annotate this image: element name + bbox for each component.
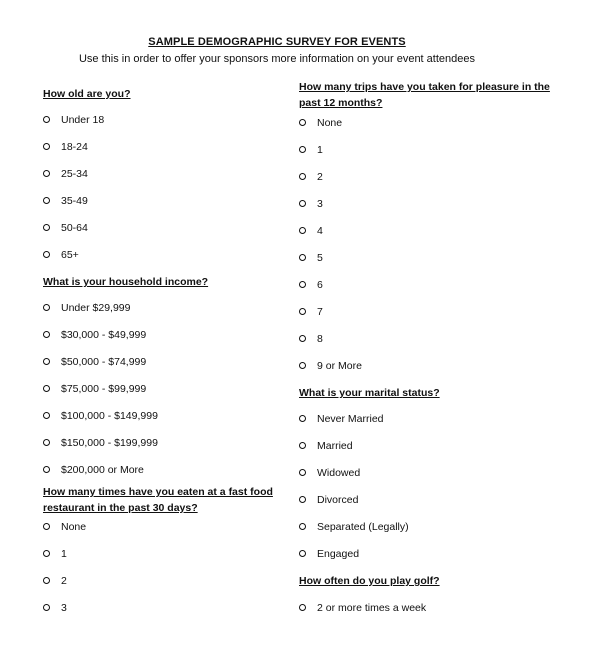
option-income-1[interactable]: $30,000 - $49,999 bbox=[43, 328, 146, 342]
radio-bullet-icon[interactable] bbox=[43, 143, 50, 150]
radio-bullet-icon[interactable] bbox=[299, 604, 306, 611]
option-income-5[interactable]: $150,000 - $199,999 bbox=[43, 436, 158, 450]
radio-bullet-icon[interactable] bbox=[43, 385, 50, 392]
option-fast-food-1[interactable]: 1 bbox=[43, 547, 67, 561]
question-income: What is your household income? bbox=[43, 276, 209, 288]
radio-bullet-icon[interactable] bbox=[43, 251, 50, 258]
option-age-4[interactable]: 50-64 bbox=[43, 221, 88, 235]
radio-bullet-icon[interactable] bbox=[299, 442, 306, 449]
radio-bullet-icon[interactable] bbox=[43, 577, 50, 584]
option-age-2[interactable]: 25-34 bbox=[43, 167, 88, 181]
radio-bullet-icon[interactable] bbox=[43, 331, 50, 338]
radio-bullet-icon[interactable] bbox=[43, 116, 50, 123]
option-income-0[interactable]: Under $29,999 bbox=[43, 301, 130, 315]
question-fast-food: How many times have you eaten at a fast food restaurant in the past 30 days? bbox=[43, 486, 273, 514]
option-trips-2[interactable]: 2 bbox=[299, 170, 323, 184]
option-income-6[interactable]: $200,000 or More bbox=[43, 463, 144, 477]
radio-bullet-icon[interactable] bbox=[43, 170, 50, 177]
option-trips-4[interactable]: 4 bbox=[299, 224, 323, 238]
option-marital-2[interactable]: Widowed bbox=[299, 466, 360, 480]
radio-bullet-icon[interactable] bbox=[43, 550, 50, 557]
radio-bullet-icon[interactable] bbox=[299, 415, 306, 422]
option-age-3[interactable]: 35-49 bbox=[43, 194, 88, 208]
radio-bullet-icon[interactable] bbox=[43, 604, 50, 611]
option-income-2[interactable]: $50,000 - $74,999 bbox=[43, 355, 146, 369]
option-trips-9[interactable]: 9 or More bbox=[299, 359, 362, 373]
option-fast-food-2[interactable]: 2 bbox=[43, 574, 67, 588]
radio-bullet-icon[interactable] bbox=[43, 224, 50, 231]
option-marital-3[interactable]: Divorced bbox=[299, 493, 358, 507]
option-trips-7[interactable]: 7 bbox=[299, 305, 323, 319]
radio-bullet-icon[interactable] bbox=[299, 362, 306, 369]
radio-bullet-icon[interactable] bbox=[299, 496, 306, 503]
radio-bullet-icon[interactable] bbox=[299, 227, 306, 234]
option-marital-4[interactable]: Separated (Legally) bbox=[299, 520, 409, 534]
question-age: How old are you? bbox=[43, 88, 131, 100]
option-trips-8[interactable]: 8 bbox=[299, 332, 323, 346]
option-trips-6[interactable]: 6 bbox=[299, 278, 323, 292]
option-income-3[interactable]: $75,000 - $99,999 bbox=[43, 382, 146, 396]
option-age-5[interactable]: 65+ bbox=[43, 248, 79, 262]
radio-bullet-icon[interactable] bbox=[299, 200, 306, 207]
option-age-1[interactable]: 18-24 bbox=[43, 140, 88, 154]
radio-bullet-icon[interactable] bbox=[299, 469, 306, 476]
option-trips-0[interactable]: None bbox=[299, 116, 342, 130]
radio-bullet-icon[interactable] bbox=[299, 335, 306, 342]
option-marital-1[interactable]: Married bbox=[299, 439, 353, 453]
radio-bullet-icon[interactable] bbox=[299, 119, 306, 126]
radio-bullet-icon[interactable] bbox=[299, 308, 306, 315]
radio-bullet-icon[interactable] bbox=[299, 254, 306, 261]
radio-bullet-icon[interactable] bbox=[43, 523, 50, 530]
option-trips-5[interactable]: 5 bbox=[299, 251, 323, 265]
option-fast-food-3[interactable]: 3 bbox=[43, 601, 67, 615]
radio-bullet-icon[interactable] bbox=[43, 358, 50, 365]
question-marital-status: What is your marital status? bbox=[299, 387, 440, 399]
question-golf: How often do you play golf? bbox=[299, 575, 440, 587]
option-golf-0[interactable]: 2 or more times a week bbox=[299, 601, 426, 615]
option-trips-1[interactable]: 1 bbox=[299, 143, 323, 157]
radio-bullet-icon[interactable] bbox=[43, 466, 50, 473]
radio-bullet-icon[interactable] bbox=[299, 550, 306, 557]
option-marital-0[interactable]: Never Married bbox=[299, 412, 384, 426]
option-age-0[interactable]: Under 18 bbox=[43, 113, 104, 127]
option-income-4[interactable]: $100,000 - $149,999 bbox=[43, 409, 158, 423]
option-fast-food-0[interactable]: None bbox=[43, 520, 86, 534]
radio-bullet-icon[interactable] bbox=[43, 412, 50, 419]
radio-bullet-icon[interactable] bbox=[299, 281, 306, 288]
radio-bullet-icon[interactable] bbox=[299, 173, 306, 180]
radio-bullet-icon[interactable] bbox=[43, 304, 50, 311]
option-marital-5[interactable]: Engaged bbox=[299, 547, 359, 561]
radio-bullet-icon[interactable] bbox=[43, 197, 50, 204]
survey-subtitle: Use this in order to offer your sponsors more information on your event attendees bbox=[78, 53, 475, 65]
question-trips: How many trips have you taken for pleasure in the past 12 months? bbox=[299, 81, 550, 109]
option-trips-3[interactable]: 3 bbox=[299, 197, 323, 211]
radio-bullet-icon[interactable] bbox=[299, 523, 306, 530]
radio-bullet-icon[interactable] bbox=[299, 146, 306, 153]
radio-bullet-icon[interactable] bbox=[43, 439, 50, 446]
survey-title: SAMPLE DEMOGRAPHIC SURVEY FOR EVENTS bbox=[148, 36, 406, 48]
